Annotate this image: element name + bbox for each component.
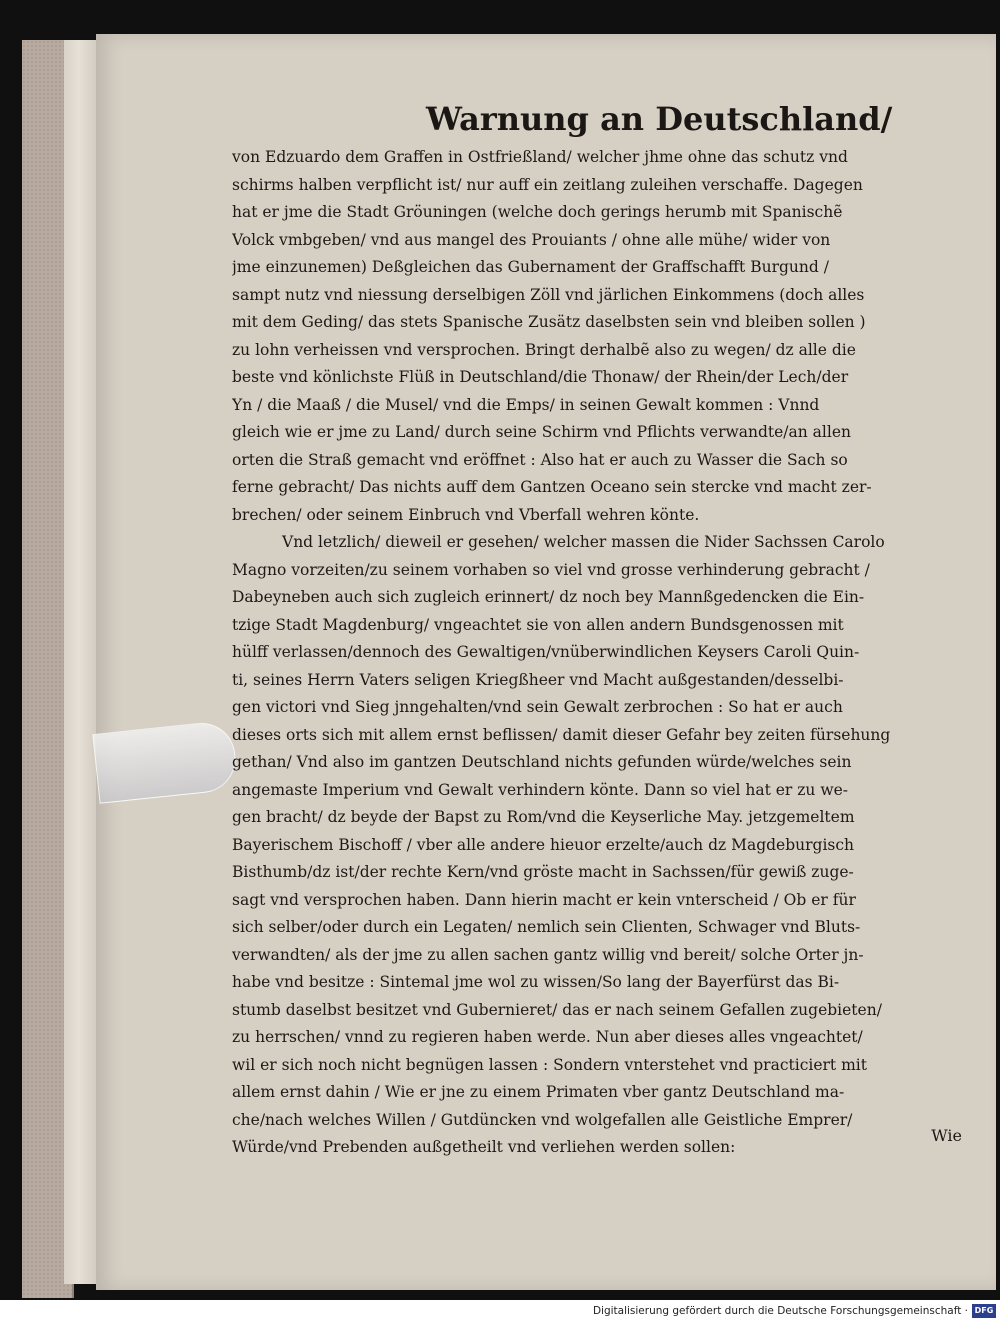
text-line: hat er jme die Stadt Gröuningen (welche doch gerings herumb mit Spanischẽ xyxy=(232,203,843,221)
text-line: brechen/ oder seinem Einbruch vnd Vberfall wehren könte. xyxy=(232,505,700,524)
text-line: sagt vnd versprochen haben. Dann hierin macht er kein vnterscheid / Ob er für xyxy=(232,890,856,909)
text-line: verwandten/ als der jme zu allen sachen gantz willig vnd bereit/ solche Orter jn- xyxy=(232,945,864,964)
text-line: sampt nutz vnd niessung derselbigen Zöll vnd järlichen Einkommens (doch alles xyxy=(232,285,865,304)
glass-clip xyxy=(92,720,239,804)
text-line: sich selber/oder durch ein Legaten/ nemlich sein Clienten, Schwager vnd Bluts- xyxy=(232,918,861,936)
text-line: dieses orts sich mit allem ernst beflissen/ damit dieser Gefahr bey zeiten fürsehung xyxy=(232,725,891,744)
text-line: gleich wie er jme zu Land/ durch seine Schirm vnd Pflichts verwandte/an allen xyxy=(232,423,851,441)
page-heading: Warnung an Deutschland/ xyxy=(426,100,893,138)
text-line: gen bracht/ dz beyde der Bapst zu Rom/vnd die Keyserliche May. jetzgemeltem xyxy=(232,808,855,826)
text-line: gethan/ Vnd also im gantzen Deutschland nichts gefunden würde/welches sein xyxy=(232,753,852,771)
text-line: beste vnd könlichste Flüß in Deutschland/die Thonaw/ der Rhein/der Lech/der xyxy=(232,368,849,386)
text-line: che/nach welches Willen / Gutdüncken vnd wolgefallen alle Geistliche Emprer/ xyxy=(232,1110,853,1129)
text-line: schirms halben verpflicht ist/ nur auff ein zeitlang zuleihen verschaffe. Dagegen xyxy=(232,175,863,194)
text-line: orten die Straß gemacht vnd eröffnet : Also hat er auch zu Wasser die Sach so xyxy=(232,450,848,469)
text-line: Dabeyneben auch sich zugleich erinnert/ dz noch bey Mannßgedencken die Ein- xyxy=(232,588,865,606)
text-line: stumb daselbst besitzet vnd Gubernieret/ das er nach seinem Gefallen zugebieten/ xyxy=(232,1000,882,1019)
text-line: Volck vmbgeben/ vnd aus mangel des Prouiants / ohne alle mühe/ wider von xyxy=(232,230,831,249)
text-line: gen victori vnd Sieg jnngehalten/vnd sein Gewalt zerbrochen : So hat er auch xyxy=(232,698,843,716)
footer-bar xyxy=(0,1300,1000,1324)
text-line: wil er sich noch nicht begnügen lassen : Sondern vnterstehet vnd practiciert mit xyxy=(232,1055,867,1074)
text-line: von Edzuardo dem Graffen in Ostfrießland/ welcher jhme ohne das schutz vnd xyxy=(232,148,848,166)
catchword: Wie xyxy=(931,1126,962,1145)
body-text xyxy=(232,144,962,1162)
text-line: allem ernst dahin / Wie er jne zu einem Primaten vber gantz Deutschland ma- xyxy=(232,1083,845,1101)
text-line: zu herrschen/ vnnd zu regieren haben werde. Nun aber dieses alles vngeachtet/ xyxy=(232,1028,863,1046)
text-line: Bayerischem Bischoff / vber alle andere hieuor erzelte/auch dz Magdeburgisch xyxy=(232,835,855,854)
dfg-logo: DFG xyxy=(972,1304,996,1318)
text-line: angemaste Imperium vnd Gewalt verhindern könte. Dann so viel hat er zu we- xyxy=(232,780,849,799)
text-line: Vnd letzlich/ dieweil er gesehen/ welcher massen die Nider Sachssen Carolo xyxy=(282,533,885,551)
text-line: ti, seines Herrn Vaters seligen Kriegßheer vnd Macht außgestanden/desselbi- xyxy=(232,670,844,689)
text-line: hülff verlassen/dennoch des Gewaltigen/vnüberwindlichen Keysers Caroli Quin- xyxy=(232,643,860,661)
footer-credit: Digitalisierung gefördert durch die Deutsche Forschungsgemeinschaft · xyxy=(592,1305,968,1317)
text-line: zu lohn verheissen vnd versprochen. Bringt derhalbẽ also zu wegen/ dz alle die xyxy=(232,340,856,359)
page-edge xyxy=(64,40,100,1284)
text-line: jme einzunemen) Deßgleichen das Gubernament der Graffschafft Burgund / xyxy=(232,258,829,276)
text-line: habe vnd besitze : Sintemal jme wol zu wissen/So lang der Bayerfürst das Bi- xyxy=(232,973,840,991)
text-line: mit dem Geding/ das stets Spanische Zusätz daselbsten sein vnd bleiben sollen ) xyxy=(232,313,866,331)
text-line: Bisthumb/dz ist/der rechte Kern/vnd gröste macht in Sachssen/für gewiß zuge- xyxy=(232,863,854,881)
text-line: tzige Stadt Magdenburg/ vngeachtet sie von allen andern Bundsgenossen mit xyxy=(232,615,844,634)
text-line: Magno vorzeiten/zu seinem vorhaben so viel vnd grosse verhinderung gebracht / xyxy=(232,560,870,579)
text-line: Yn / die Maaß / die Musel/ vnd die Emps/ in seinen Gewalt kommen : Vnnd xyxy=(232,395,820,414)
text-line: Würde/vnd Prebenden außgetheilt vnd verliehen werden sollen: xyxy=(232,1138,736,1156)
text-line: ferne gebracht/ Das nichts auff dem Gantzen Oceano sein stercke vnd macht zer- xyxy=(232,478,872,496)
